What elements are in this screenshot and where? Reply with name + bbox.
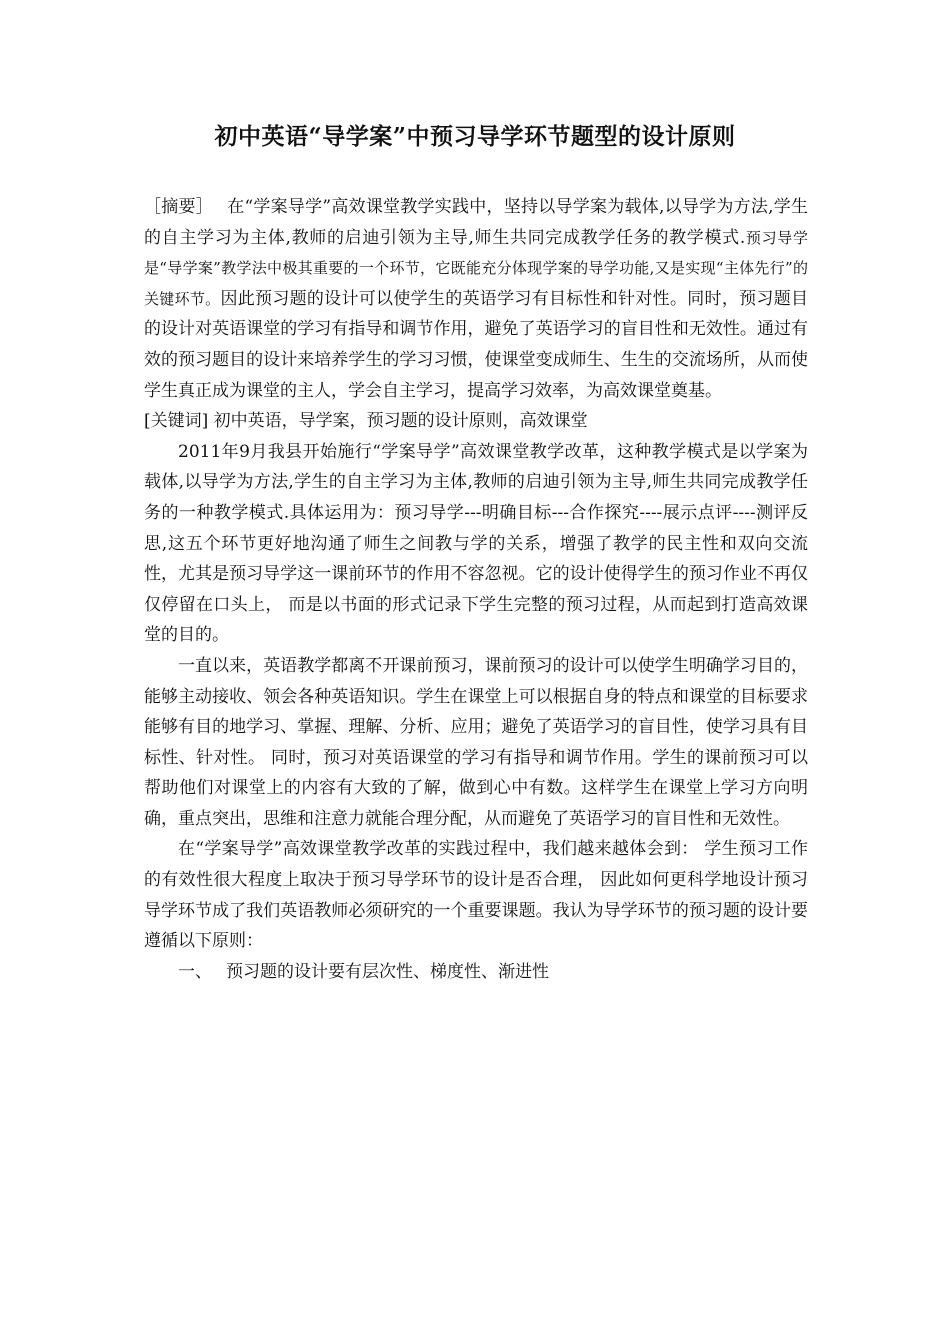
- section-heading-1: [144, 957, 808, 988]
- document-title: 初中英语“导学案”中预习导学环节题型的设计原则: [214, 123, 736, 150]
- keywords-label: [关键词]: [144, 411, 209, 432]
- keywords-text: 初中英语，导学案，预习题的设计原则，高效课堂: [213, 411, 588, 432]
- body-paragraph-3: 在“学案导学”高效课堂教学改革的实践过程中，我们越来越体会到： 学生预习工作的有效性很大程度上取决于预习导学环节的设计是否合理， 因此如何更科学地设计预习导学环节成了我们英语教师必须研究的一个重要课题。我认为导学环节的预习题的设计要遵循以下原则：: [144, 839, 808, 952]
- body-paragraph-2: 一直以来，英语教学都离不开课前预习，课前预习的设计可以使学生明确学习目的，能够主动接收、领会各种英语知识。学生在课堂上可以根据自身的特点和课堂的目标要求能够有目的地学习、掌握、理解、分析、应用；避免了英语学习的盲目性，使学习具有目标性、针对性。 同时，预习对英语课堂的学习有指导和调节作用。学生的课前预习可以帮助他们对课堂上的内容有大致的了解，做到心中有数。这样学生在课堂上学习方向明确，重点突出，思维和注意力就能合理分配，从而避免了英语学习的盲目性和无效性。: [144, 655, 808, 829]
- abstract-label: ［摘要］: [144, 197, 213, 217]
- abstract-text-part3: 因此预习题的设计可以使学生的英语学习有目标性和针对性。同时，预习题目的设计对英语课堂的学习有指导和调节作用，避免了英语学习的盲目性和无效性。通过有效的预习题目的设计来培养学生的学习习惯，使课堂变成师生、生生的交流场所，从而使学生真正成为课堂的主人，学会自主学习，提高学习效率，为高效课堂奠基。: [144, 288, 808, 401]
- abstract-text-part1: 在“学案导学”高效课堂教学实践中，坚持以导学案为载体,以导学为方法,学生的自主学习为主体,教师的启迪引领为主导,师生共同完成教学任务的教学模式.: [144, 197, 808, 248]
- abstract-paragraph: [144, 192, 808, 406]
- abstract-text-part2: 预习导学是“导学案”教学法中极其重要的一个环节，它既能充分体现学案的导学功能,又是实现“主体先行”的关键环节。: [144, 228, 808, 308]
- section-number: 一、: [178, 961, 212, 982]
- document-body: [144, 192, 808, 987]
- body-paragraph-1: 2011年9月我县开始施行“学案导学”高效课堂教学改革，这种教学模式是以学案为载体,以导学为方法,学生的自主学习为主体,教师的启迪引领为主导,师生共同完成教学任务的一种教学模式.具体运用为：预习导学---明确目标---合作探究----展示点评----测评反思,这五个环节更好地沟通了师生之间教与学的关系，增强了教学的民主性和双向交流性，尤其是预习导学这一课前环节的作用不容忽视。它的设计使得学生的预习作业不再仅仅停留在口头上， 而是以书面的形式记录下学生完整的预习过程，从而起到打造高效课堂的目的。: [144, 441, 808, 646]
- section-title: 预习题的设计要有层次性、梯度性、渐进性: [226, 961, 549, 982]
- keywords-paragraph: [144, 406, 808, 437]
